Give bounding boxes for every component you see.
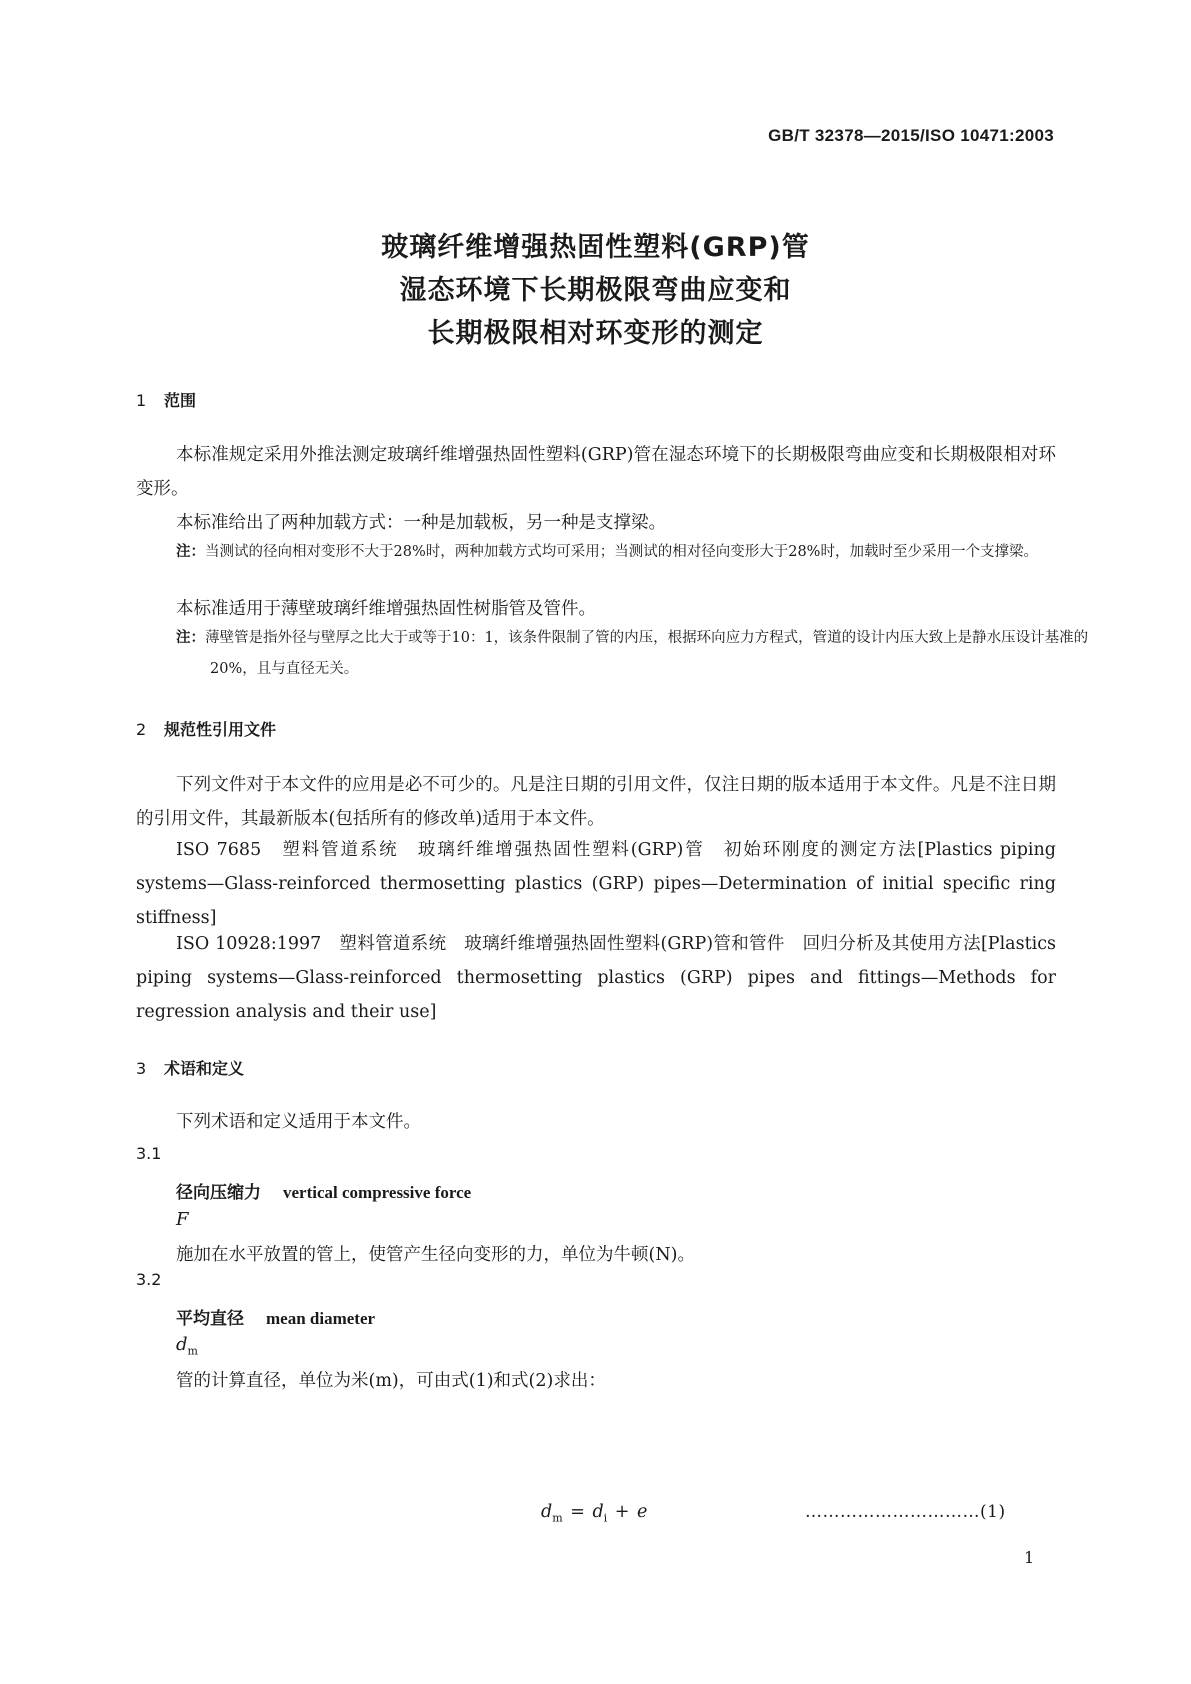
symbol-subscript: m [187, 1344, 198, 1358]
term-english: vertical compressive force [283, 1183, 472, 1202]
note-1 [176, 537, 1090, 568]
standard-number: GB/T 32378—2015/ISO 10471:2003 [768, 126, 1054, 145]
formula-number: …………………………(1) [805, 1502, 1006, 1522]
section-2-heading [136, 717, 276, 740]
term-symbol: F [176, 1209, 189, 1230]
section-3-intro: 下列术语和定义适用于本文件。 [176, 1112, 421, 1132]
section-title: 范围 [164, 391, 197, 410]
section-number: 2 [136, 720, 147, 739]
term-symbol [176, 1334, 198, 1358]
term-chinese: 平均直径 [176, 1309, 244, 1329]
title-line-3: 长期极限相对环变形的测定 [427, 318, 764, 349]
section-title: 术语和定义 [164, 1059, 245, 1078]
section-1-paragraph-2: 本标准给出了两种加载方式：一种是加载板，另一种是支撑梁。 [176, 513, 666, 533]
note-label: 注： [176, 544, 205, 560]
section-number: 1 [136, 391, 147, 410]
term-number: 3.2 [136, 1270, 162, 1289]
normative-reference-1: ISO 7685 塑料管道系统 玻璃纤维增强热固性塑料(GRP)管 初始环刚度的测定方法[Plastics piping systems—Glass-reinforced thermosetting plastics (GRP) pipes—Determination of initial specific ring stiffness] [136, 840, 1056, 928]
section-2-paragraph-1: 下列文件对于本文件的应用是必不可少的。凡是注日期的引用文件，仅注日期的版本适用于本文件。凡是不注日期的引用文件，其最新版本(包括所有的修改单)适用于本文件。 [136, 775, 1056, 829]
section-number: 3 [136, 1059, 147, 1078]
title-line-2: 湿态环境下长期极限弯曲应变和 [399, 275, 792, 306]
equals-sign: = [570, 1502, 585, 1522]
section-3-heading [136, 1056, 244, 1079]
term-english: mean diameter [266, 1309, 376, 1328]
document-title [0, 226, 1191, 355]
title-line-1: 玻璃纤维增强热固性塑料(GRP)管 [381, 232, 810, 263]
section-1-heading [136, 388, 196, 411]
term-heading [176, 1304, 375, 1329]
term-definition: 管的计算直径，单位为米(m)，可由式(1)和式(2)求出： [176, 1371, 606, 1391]
note-2 [176, 623, 1090, 685]
formula-lhs-subscript: m [552, 1511, 563, 1525]
term-number: 3.1 [136, 1144, 162, 1163]
page-number: 1 [1024, 1548, 1035, 1567]
formula-d: d [592, 1502, 604, 1522]
note-text: 薄壁管是指外径与壁厚之比大于或等于10：1，该条件限制了管的内压，根据环向应力方程式，管道的设计内压大致上是静水压设计基准的20%，且与直径无关。 [205, 630, 1089, 677]
formula-e: e [637, 1502, 648, 1522]
term-heading [176, 1178, 471, 1203]
normative-reference-2: ISO 10928:1997 塑料管道系统 玻璃纤维增强热固性塑料(GRP)管和管件 回归分析及其使用方法[Plastics piping systems—Glass-reinforced thermosetting plastics (GRP) pipes and fittings—Methods for regression analysis and their use] [136, 934, 1056, 1022]
term-definition: 施加在水平放置的管上，使管产生径向变形的力，单位为牛顿(N)。 [176, 1245, 695, 1265]
formula-lhs: d [541, 1502, 553, 1522]
section-1-paragraph-3: 本标准适用于薄壁玻璃纤维增强热固性树脂管及管件。 [176, 599, 596, 619]
symbol-base: d [176, 1334, 188, 1355]
section-1-paragraph-1: 本标准规定采用外推法测定玻璃纤维增强热固性塑料(GRP)管在湿态环境下的长期极限弯曲应变和长期极限相对环变形。 [136, 445, 1056, 499]
plus-sign: + [614, 1502, 630, 1522]
note-label: 注： [176, 630, 205, 646]
note-text: 当测试的径向相对变形不大于28%时，两种加载方式均可采用；当测试的相对径向变形大于28%时，加载时至少采用一个支撑梁。 [205, 544, 1038, 560]
term-chinese: 径向压缩力 [176, 1183, 261, 1203]
formula-d-subscript: i [603, 1511, 608, 1525]
formula-1 [541, 1502, 647, 1525]
section-title: 规范性引用文件 [164, 720, 277, 739]
